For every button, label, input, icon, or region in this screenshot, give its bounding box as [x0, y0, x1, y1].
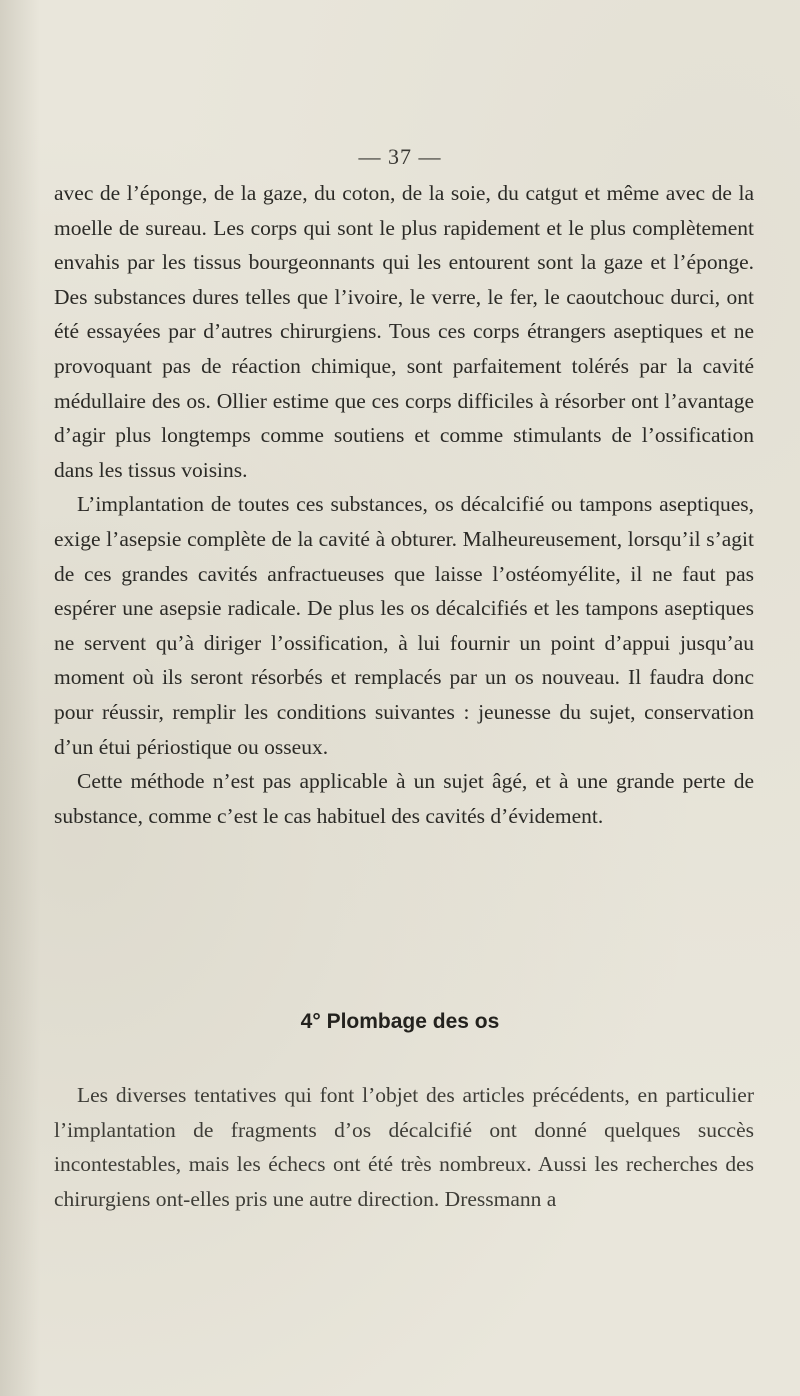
- section-heading: 4° Plombage des os: [300, 1010, 500, 1033]
- paragraph-3: Cette méthode n’est pas applicable à un sujet âgé, et à une grande perte de substance, comme c’est le cas habituel des cavités d’évidement.: [54, 769, 754, 828]
- page-number: — 37 —: [358, 144, 442, 169]
- section-paragraph-1: Les diverses tentatives qui font l’objet des articles précédents, en particulier l’implantation de fragments d’os décalcifié ont donné quelques succès incontestables, mais les échecs ont été très nombreux. Aussi les recherches des chirurgiens ont-elles pris une autre direction. Dressmann a: [54, 1083, 754, 1211]
- section-body-text: [54, 1078, 754, 1216]
- body-text: [54, 176, 754, 833]
- paragraph-2: L’implantation de toutes ces substances, os décalcifié ou tampons aseptiques, exige l’asepsie complète de la cavité à obturer. Malheureusement, lorsqu’il s’agit de ces grandes cavités anfractueuses que laisse l’ostéomyélite, il ne faut pas espérer une asepsie radicale. De plus les os décalcifiés et les tampons aseptiques ne servent qu’à diriger l’ossification, à lui fournir un point d’appui jusqu’au moment où ils seront résorbés et remplacés par un os nouveau. Il faudra donc pour réussir, remplir les conditions suivantes : jeunesse du sujet, conservation d’un étui périostique ou osseux.: [54, 492, 754, 759]
- paragraph-1: avec de l’éponge, de la gaze, du coton, de la soie, du catgut et même avec de la moelle de sureau. Les corps qui sont le plus rapidement et le plus complètement envahis par les tissus bourgeonnants qui les entourent sont la gaze et l’éponge. Des substances dures telles que l’ivoire, le verre, le fer, le caoutchouc durci, ont été essayées par d’autres chirurgiens. Tous ces corps étrangers aseptiques et ne provoquant pas de réaction chimique, sont parfaitement tolérés par la cavité médullaire des os. Ollier estime que ces corps difficiles à résorber ont l’avantage d’agir plus longtemps comme soutiens et comme stimulants de l’ossification dans les tissus voisins.: [54, 181, 754, 482]
- page-edge-shadow: [0, 0, 40, 1396]
